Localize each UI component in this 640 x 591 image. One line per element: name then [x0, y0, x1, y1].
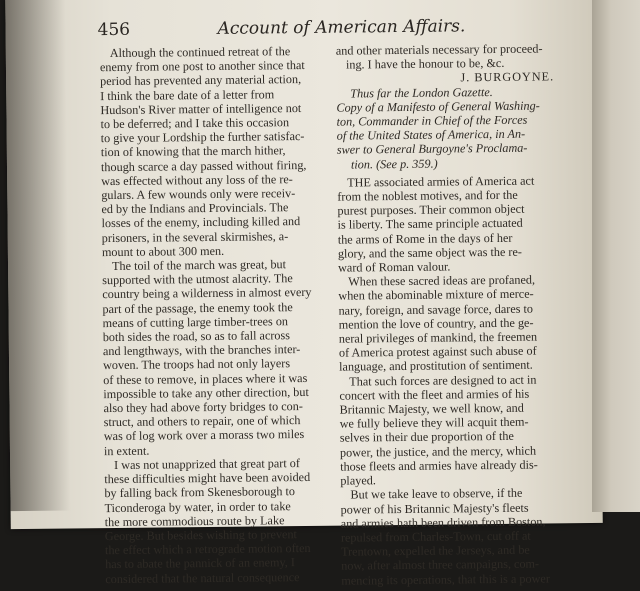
text-line: woven. The troops had not only layers: [103, 356, 291, 373]
left-column: [100, 44, 332, 586]
manifesto-heading-line: ton, Commander in Chief of the Forces: [336, 112, 528, 129]
text-line: gulars. A few wounds only were receiv-: [101, 186, 296, 203]
text-line: supported with the utmost alacrity. The: [102, 271, 293, 288]
text-line: Hudson's River matter of intelligence not: [100, 100, 302, 117]
text-line: power of his Britannic Majesty's fleets: [340, 500, 529, 517]
signature: J. BURGOYNE.: [460, 69, 555, 85]
text-line: and lengthways, with the branches inter-: [102, 342, 301, 359]
text-line: from the noblest motives, and for the: [337, 187, 518, 204]
text-line: these difficulties might have been avoided: [104, 470, 311, 487]
text-line: selves in their due proportion of the: [339, 429, 514, 446]
text-line: Britannic Majesty, we well know, and: [339, 400, 524, 417]
text-line: we fully believe they will acquit them-: [339, 414, 529, 431]
text-line: and armies hath been driven from Boston,: [340, 514, 546, 531]
adjacent-page-edge: [592, 0, 640, 512]
right-intro-line: ing. I have the honour to be, &c.: [345, 56, 505, 72]
text-line: to give your Lordship the further satisfac-: [100, 129, 305, 146]
text-line: enemy from one post to another since that: [99, 58, 305, 75]
right-intro-line: and other materials necessary for proceed-: [335, 41, 543, 58]
text-line: repulsed from Charles-Town, cut off at: [340, 528, 531, 545]
text-line: country being a wilderness in almost every: [102, 285, 312, 302]
page-number: 456: [97, 19, 131, 41]
text-line: was effected without any loss of the re-: [101, 171, 293, 188]
text-line: of America protest against such abuse of: [338, 343, 537, 360]
manifesto-heading-line: swer to General Burgoyne's Proclama-: [336, 141, 528, 158]
text-line: When these sacred ideas are profaned,: [348, 272, 536, 289]
text-line: power, the justice, and the mercy, which: [339, 443, 537, 460]
manifesto-heading-line: Copy of a Manifesto of General Washing-: [336, 98, 540, 115]
text-line: mention the love of country, and the ge-: [338, 315, 534, 332]
text-line: part of the passage, the enemy took the: [102, 299, 293, 316]
text-line: nary, foreign, and savage force, dares to: [338, 301, 534, 318]
text-line: though scarce a day passed without firing,: [100, 157, 307, 174]
text-line: Although the continued retreat of the: [109, 44, 291, 61]
text-line: those fleets and armies have already dis-: [340, 457, 538, 474]
text-line: when the abominable mixture of merce-: [338, 287, 534, 304]
text-line: But we take leave to observe, if the: [350, 486, 523, 502]
text-line: ed by the Indians and Provincials. The: [101, 200, 289, 217]
text-line: George. But besides wishing to prevent: [104, 526, 297, 544]
text-line: prisoners, in the several skirmishes, a-: [101, 228, 289, 245]
text-line: played.: [340, 473, 376, 488]
text-line: mount to about 300 men.: [101, 243, 225, 259]
binding-shadow: [5, 0, 70, 511]
text-line: impossible to take any other direction, but: [103, 384, 309, 401]
text-line: concert with the fleet and armies of his: [339, 386, 530, 403]
text-line: the more commodious route by Lake: [104, 512, 285, 529]
text-line: also they had above forty bridges to con-: [103, 399, 303, 416]
text-line: THE associated armies of America act: [347, 173, 535, 190]
running-title: Account of American Affairs.: [217, 16, 466, 39]
text-line: period has prevented any material action,: [100, 72, 302, 89]
right-column: [336, 41, 568, 587]
newspaper-page: [5, 0, 603, 588]
text-line: both sides the road, so as to fall across: [102, 328, 291, 345]
manifesto-heading-line: of the United States of America, in An-: [336, 126, 526, 143]
text-line: I was not unapprized that great part of: [114, 455, 300, 472]
text-line: Ticonderoga by water, in order to take: [104, 498, 291, 515]
text-line: of these to remove, in places where it was: [103, 370, 308, 387]
text-line: That such forces are designed to act in: [349, 372, 537, 389]
text-line: has to abate the pannick of an enemy, I: [105, 555, 295, 572]
source-note: Thus far the London Gazette.: [350, 84, 493, 101]
text-line: The toil of the march was great, but: [111, 257, 287, 274]
text-line: losses of the enemy, including killed and: [101, 214, 301, 231]
text-line: considered that the natural consequence: [105, 569, 300, 586]
text-line: ward of Roman valour.: [337, 259, 451, 275]
text-line: glory, and the same object was the re-: [337, 244, 522, 261]
text-line: was of log work over a morass two miles: [103, 427, 305, 444]
text-line: purest purposes. Their common object: [337, 201, 525, 218]
text-line: mencing its operations, that this is a power: [341, 570, 550, 588]
text-line: in extent.: [103, 443, 150, 458]
text-line: Trentown, expelled the Jerseys, and be: [340, 542, 530, 559]
text-line: I think the bare date of a letter from: [100, 86, 275, 103]
text-line: struct, and others to repair, one of which: [103, 413, 301, 430]
text-line: language, and prostitution of sentiment.: [339, 358, 533, 375]
text-line: means of cutting large timber-trees on: [102, 314, 289, 330]
text-line: is liberty. The same principle actuated: [337, 216, 523, 233]
manifesto-body: [337, 173, 567, 587]
text-line: to be deferred; and I take this occasion: [100, 115, 290, 132]
text-line: neral privileges of mankind, the freemen: [338, 329, 538, 346]
text-line: the arms of Rome in the days of her: [337, 230, 513, 247]
text-line: now, after almost three campaigns, com-: [341, 556, 540, 573]
manifesto-heading-line: tion. (See p. 359.): [350, 156, 438, 172]
text-line: the effect which a retrograde motion often: [104, 541, 311, 558]
text-line: by falling back from Skenesborough to: [104, 484, 296, 501]
text-line: tion of knowing that the march hither,: [100, 143, 286, 160]
